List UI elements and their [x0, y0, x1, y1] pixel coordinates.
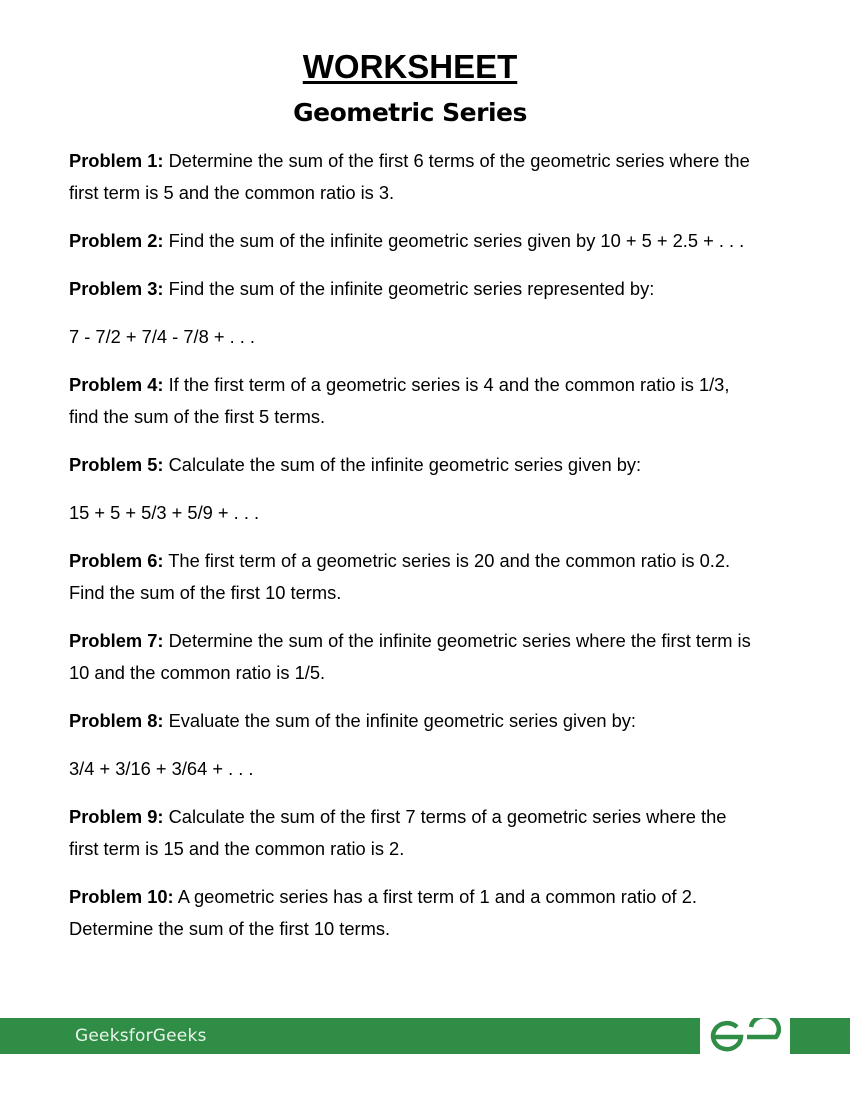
problem-6 [69, 545, 759, 609]
problem-text: If the first term of a geometric series is 4 and the common ratio is 1/3, find the sum of the first 5 terms. [69, 374, 730, 427]
problem-label: Problem 9: [69, 806, 164, 827]
page-subtitle: Geometric Series [293, 98, 527, 127]
problem-text: Find the sum of the infinite geometric series given by 10 + 5 + 2.5 + . . . [168, 230, 745, 251]
problem-4 [69, 369, 759, 433]
problem-3 [69, 273, 759, 305]
problem-9 [69, 801, 759, 865]
problem-list [69, 145, 759, 961]
problem-label: Problem 7: [69, 630, 164, 651]
problem-expression: 15 + 5 + 5/3 + 5/9 + . . . [69, 502, 260, 523]
problem-text: Evaluate the sum of the infinite geometric series given by: [168, 710, 637, 731]
problem-text: Calculate the sum of the infinite geometric series given by: [168, 454, 642, 475]
problem-label: Problem 2: [69, 230, 164, 251]
problem-label: Problem 10: [69, 886, 174, 907]
problem-7 [69, 625, 759, 689]
problem-text: The first term of a geometric series is 20 and the common ratio is 0.2. Find the sum of the first 10 terms. [69, 550, 731, 603]
footer-band-right [790, 1018, 850, 1054]
problem-5 [69, 449, 759, 481]
problem-text: Calculate the sum of the first 7 terms of a geometric series where the first term is 15 and the common ratio is 2. [69, 806, 727, 859]
page-title: WORKSHEET [302, 48, 518, 85]
problem-10 [69, 881, 759, 945]
footer-brand-text: GeeksforGeeks [75, 1026, 207, 1046]
problem-label: Problem 5: [69, 454, 164, 475]
problem-text: Determine the sum of the first 6 terms of the geometric series where the first term is 5 and the common ratio is 3. [69, 150, 750, 203]
problem-text: A geometric series has a first term of 1 and a common ratio of 2. Determine the sum of the first 10 terms. [69, 886, 697, 939]
problem-label: Problem 6: [69, 550, 164, 571]
problem-label: Problem 4: [69, 374, 164, 395]
problem-text: Find the sum of the infinite geometric series represented by: [168, 278, 655, 299]
problem-2 [69, 225, 759, 257]
footer-band [0, 1018, 700, 1054]
problem-label: Problem 3: [69, 278, 164, 299]
geeksforgeeks-logo-icon [706, 1018, 782, 1054]
footer-bar [0, 1018, 850, 1054]
problem-text: Determine the sum of the infinite geometric series where the first term is 10 and the common ratio is 1/5. [69, 630, 751, 683]
problem-1 [69, 145, 759, 209]
problem-label: Problem 8: [69, 710, 164, 731]
problem-8 [69, 705, 759, 737]
problem-expression: 3/4 + 3/16 + 3/64 + . . . [69, 758, 254, 779]
problem-expression: 7 - 7/2 + 7/4 - 7/8 + . . . [69, 326, 255, 347]
problem-label: Problem 1: [69, 150, 164, 171]
